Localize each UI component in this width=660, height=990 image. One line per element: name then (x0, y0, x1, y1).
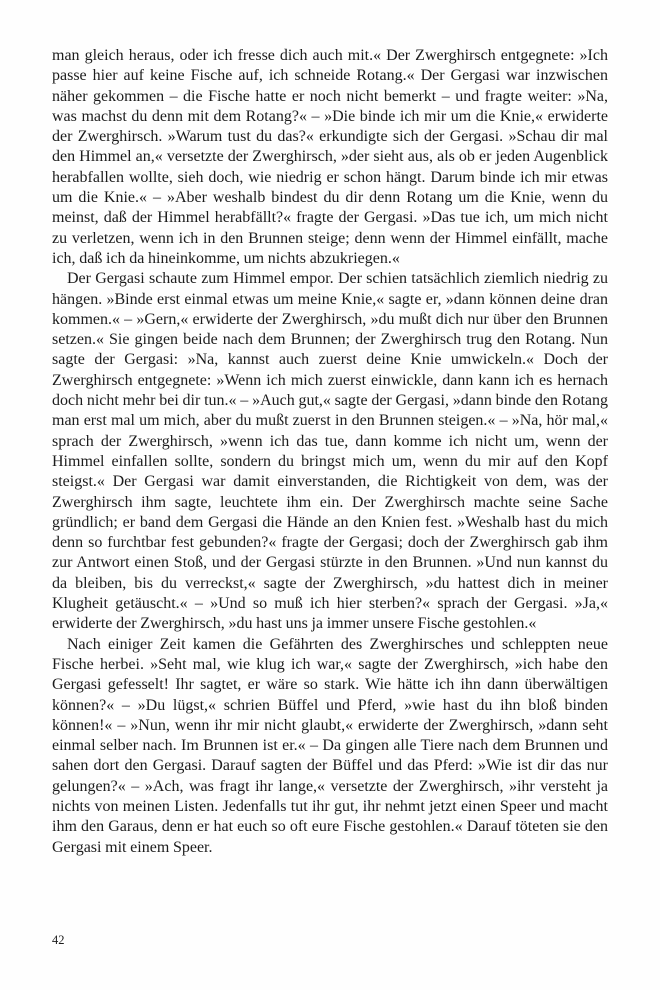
paragraph: Der Gergasi schaute zum Himmel empor. Der schien tatsächlich ziemlich niedrig zu hängen. »Binde erst einmal etwas um meine Knie,« sagte er, »dann können deine dran kommen.« – »Gern,« erwiderte der Zwerghirsch, »du mußt dich nur über den Brunnen setzen.« Sie gingen beide nach dem Brunnen; der Zwerghirsch trug den Rotang. Nun sagte der Gergasi: »Na, kannst auch zuerst deine Knie umwickeln.« Doch der Zwerghirsch entgegnete: »Wenn ich mich zuerst einwickle, dann kann ich es hernach doch nicht mehr bei dir tun.« – »Auch gut,« sagte der Gergasi, »dann binde den Rotang man erst mal um mich, aber du mußt zuerst in den Brunnen steigen.« – »Na, hör mal,« sprach der Zwerghirsch, »wenn ich das tue, dann komme ich nicht um, wenn der Himmel einfallen sollte, sondern du bringst mich um, wenn du mir auf den Kopf steigst.« Der Gergasi war damit einverstanden, die Richtigkeit von dem, was der Zwerghirsch ihm sagte, leuchtete ihm ein. Der Zwerghirsch machte seine Sache gründlich; er band dem Gergasi die Hände an den Knien fest. »Weshalb hast du mich denn so furchtbar fest gebunden?« fragte der Gergasi; doch der Zwerghirsch gab ihm zur Antwort einen Stoß, und der Gergasi stürzte in den Brunnen. »Und nun kannst du da bleiben, bis du verreckst,« sagte der Zwerghirsch, »du hattest dich in meiner Klugheit getäuscht.« – »Und so muß ich hier sterben?« sprach der Gergasi. »Ja,« erwiderte der Zwerghirsch, »du hast uns ja immer unsere Fische gestohlen.« (52, 270, 608, 633)
page-number: 42 (52, 933, 65, 947)
paragraph: man gleich heraus, oder ich fresse dich auch mit.« Der Zwerghirsch entgegnete: »Ich passe hier auf keine Fische auf, ich schneide Rotang.« Der Gergasi war inzwischen näher gekommen – die Fische hatte er noch nicht bemerkt – und fragte weiter: »Na, was machst du denn mit dem Rotang?« – »Die binde ich mir um die Knie,« erwiderte der Zwerghirsch. »Warum tust du das?« erkundigte sich der Gergasi. »Schau dir mal den Himmel an,« versetzte der Zwerghirsch, »der sieht aus, als ob er jeden Augenblick herabfallen wollte, sieh doch, wie niedrig er schon hängt. Darum binde ich mir etwas um die Knie.« – »Aber weshalb bindest du dir denn Rotang um die Knie, wenn du meinst, daß der Himmel herabfällt?« fragte der Gergasi. »Das tue ich, um mich nicht zu verletzen, wenn ich in den Brunnen steige; denn wenn der Himmel einfällt, mache ich, daß ich da hineinkomme, um nichts abzukriegen.« (52, 47, 608, 267)
text-block (52, 46, 608, 858)
paragraph: Nach einiger Zeit kamen die Gefährten des Zwerghirsches und schleppten neue Fische herbei. »Seht mal, wie klug ich war,« sagte der Zwerghirsch, »ich habe den Gergasi gefesselt! Ihr sagtet, er wäre so stark. Wie hätte ich ihn dann überwältigen können?« – »Du lügst,« schrien Büffel und Pferd, »wie hast du ihn bloß binden können!« – »Nun, wenn ihr mir nicht glaubt,« erwiderte der Zwerghirsch, »dann seht einmal selber nach. Im Brunnen ist er.« – Da gingen alle Tiere nach dem Brunnen und sahen dort den Gergasi. Darauf sagten der Büffel und das Pferd: »Wie ist dir das nur gelungen?« – »Ach, was fragt ihr lange,« versetzte der Zwerghirsch, »ihr versteht ja nichts von meinen Listen. Jedenfalls tut ihr gut, ihr nehmt jetzt einen Speer und macht ihm den Garaus, denn er hat euch so oft eure Fische gestohlen.« Darauf töteten sie den Gergasi mit einem Speer. (52, 635, 608, 856)
